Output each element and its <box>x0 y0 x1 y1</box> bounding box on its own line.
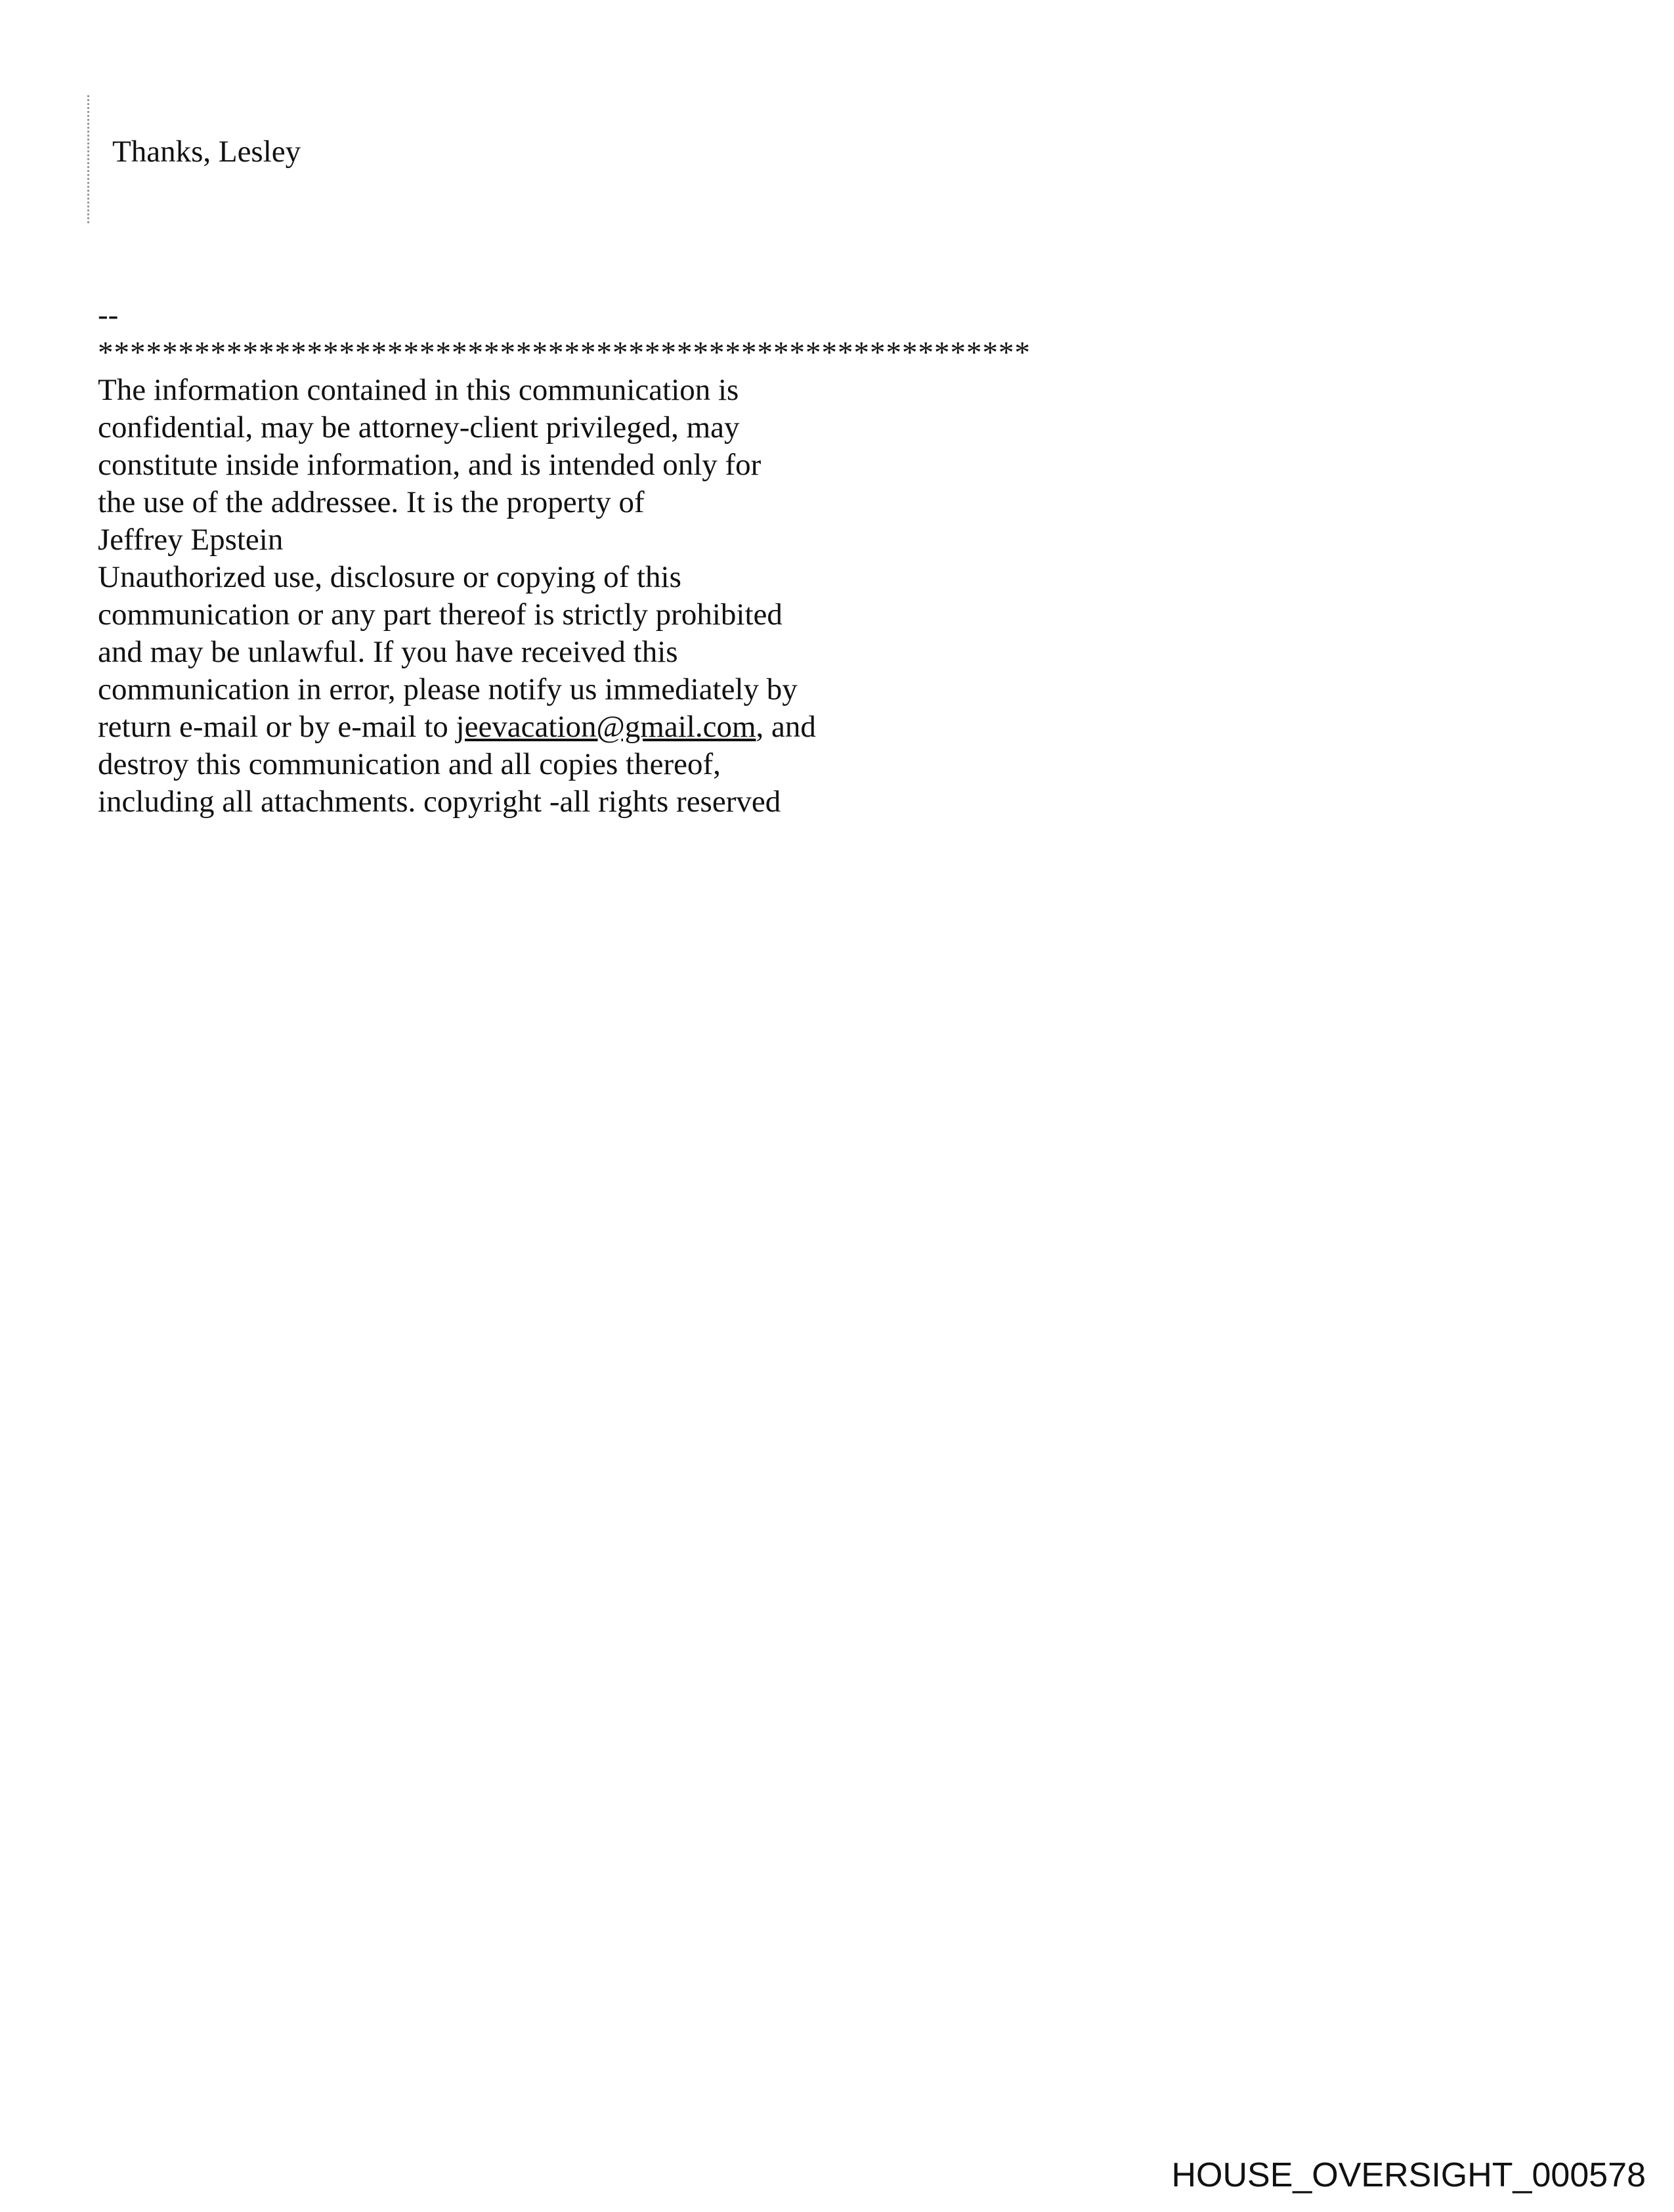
disclaimer-line: and may be unlawful. If you have received this <box>98 635 678 669</box>
disclaimer-line: constitute inside information, and is intended only for <box>98 448 762 482</box>
email-line-prefix: return e-mail or by e-mail to <box>98 710 456 744</box>
disclaimer-line: Jeffrey Epstein <box>98 523 284 557</box>
email-signature <box>98 297 1031 821</box>
disclaimer-line: The information contained in this communication is <box>98 373 739 407</box>
disclaimer-line: including all attachments. copyright -all rights reserved <box>98 785 781 819</box>
disclaimer-line: confidential, may be attorney-client privileged, may <box>98 410 740 445</box>
quoted-reply-block <box>87 95 1008 223</box>
disclaimer-line: communication or any part thereof is strictly prohibited <box>98 597 783 632</box>
signature-star-divider: ********************************************************** <box>98 336 1031 370</box>
signature-separator: -- <box>98 298 119 332</box>
disclaimer-line: destroy this communication and all copies thereof, <box>98 747 721 781</box>
disclaimer-email-line <box>98 708 1031 746</box>
email-link[interactable]: jeevacation@gmail.com <box>456 710 756 744</box>
disclaimer-line: communication in error, please notify us immediately by <box>98 672 798 706</box>
document-bates-id: HOUSE_OVERSIGHT_000578 <box>1171 2156 1646 2194</box>
email-line-suffix: , and <box>756 710 816 744</box>
disclaimer-line: the use of the addressee. It is the property of <box>98 485 645 519</box>
quoted-reply-text: Thanks, Lesley <box>112 135 301 169</box>
disclaimer-line: Unauthorized use, disclosure or copying of this <box>98 560 681 594</box>
